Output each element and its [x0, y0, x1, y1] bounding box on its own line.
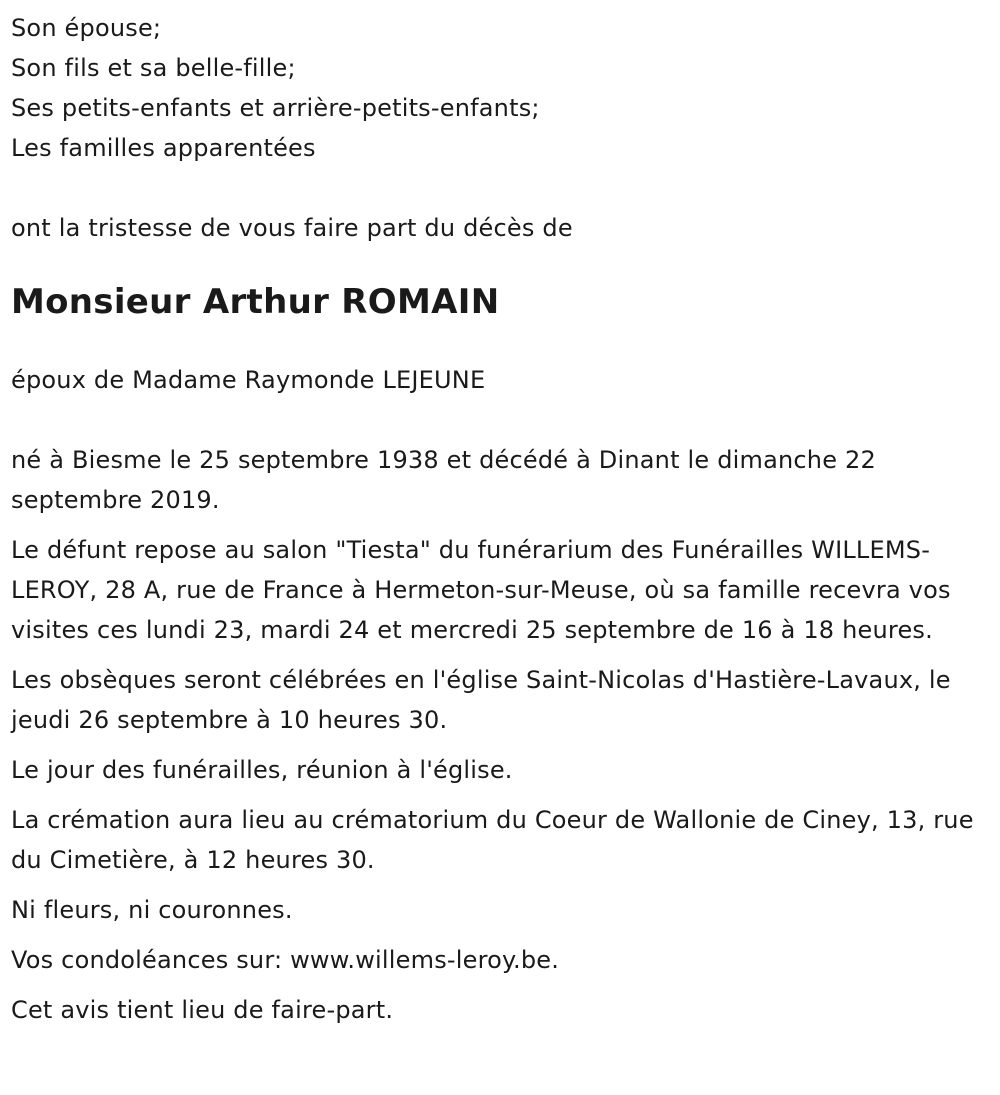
spouse-text: époux de Madame Raymonde LEJEUNE — [11, 366, 486, 394]
family-line: Son fils et sa belle-fille; — [11, 54, 296, 82]
visitation-paragraph: Le défunt repose au salon "Tiesta" du funérarium des Funérailles WILLEMS-LEROY, 28 A, rue de France à Hermeton-sur-Meuse, où sa famille recevra vos visites ces lundi 23, mardi 24 et mercredi 25 septembre de 16 à 18 heures. — [11, 536, 951, 644]
meeting-paragraph: Le jour des funérailles, réunion à l'église. — [11, 756, 513, 784]
announcement-text: ont la tristesse de vous faire part du décès de — [11, 214, 573, 242]
obituary-notice — [11, 8, 996, 1030]
funeral-paragraph: Les obsèques seront célébrées en l'église Saint-Nicolas d'Hastière-Lavaux, le jeudi 26 septembre à 10 heures 30. — [11, 666, 951, 734]
family-line: Ses petits-enfants et arrière-petits-enfants; — [11, 94, 540, 122]
condolences-paragraph: Vos condoléances sur: www.willems-leroy.be. — [11, 946, 560, 974]
notice-paragraph: Cet avis tient lieu de faire-part. — [11, 996, 394, 1024]
birth-death-paragraph: né à Biesme le 25 septembre 1938 et décédé à Dinant le dimanche 22 septembre 2019. — [11, 446, 876, 514]
family-line: Les familles apparentées — [11, 134, 316, 162]
deceased-name: Monsieur Arthur ROMAIN — [11, 282, 500, 322]
family-line: Son épouse; — [11, 14, 162, 42]
flowers-paragraph: Ni fleurs, ni couronnes. — [11, 896, 293, 924]
cremation-paragraph: La crémation aura lieu au crématorium du Coeur de Wallonie de Ciney, 13, rue du Cimetière, à 12 heures 30. — [11, 806, 974, 874]
